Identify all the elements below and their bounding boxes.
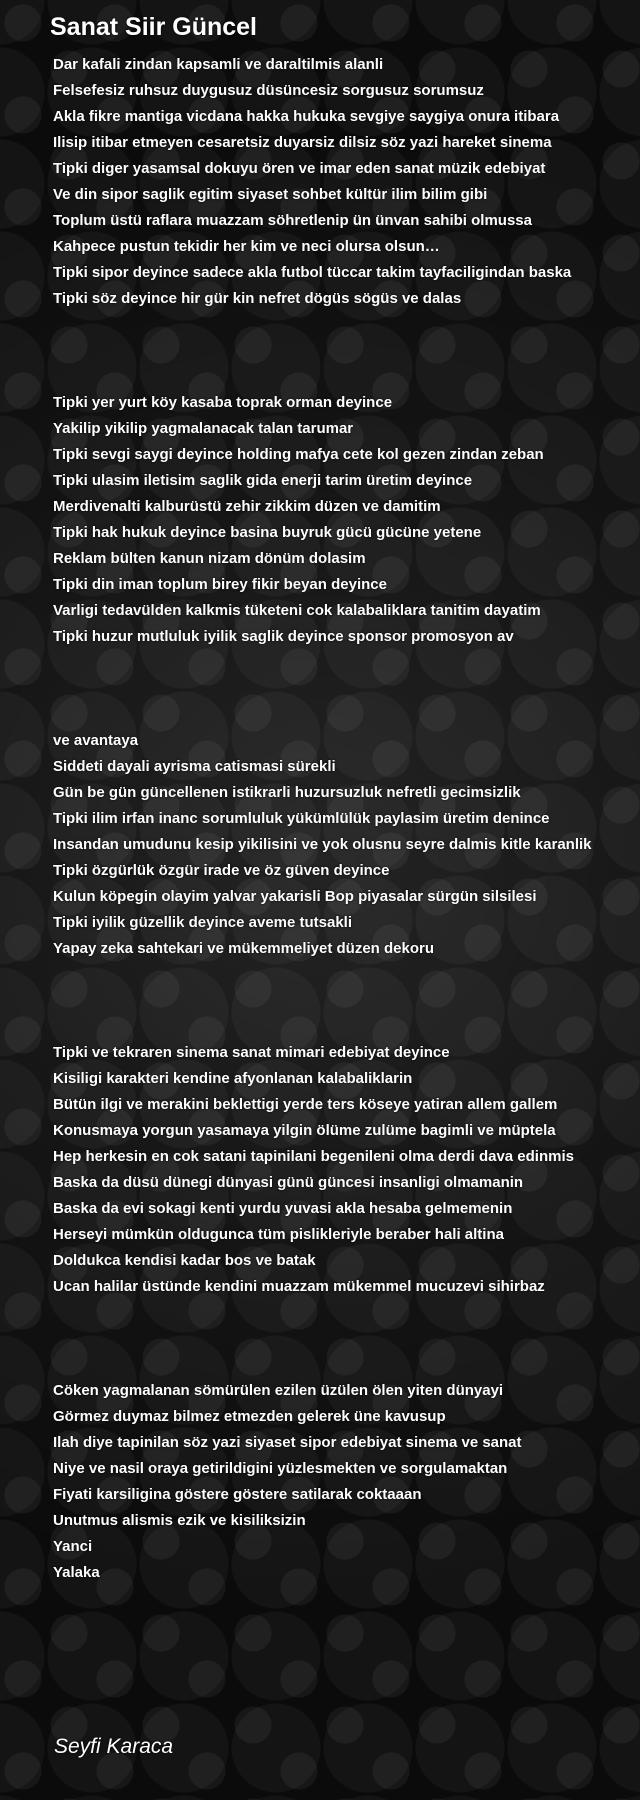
- poem-stanza: [53, 52, 613, 312]
- poem-line: Hep herkesin en cok satani tapinilani begenileni olma derdi dava edinmis: [53, 1148, 574, 1165]
- poem-line: Gün be gün güncellenen istikrarli huzursuzluk nefretli gecimsizlik: [53, 784, 521, 801]
- poem-line: Ve din sipor saglik egitim siyaset sohbet kültür ilim bilim gibi: [53, 186, 488, 203]
- poem-line: Tipki özgürlük özgür irade ve öz güven deyince: [53, 862, 390, 879]
- poem-line: Cöken yagmalanan sömürülen ezilen üzülen ölen yiten dünyayi: [53, 1382, 504, 1399]
- poem-stanza: [53, 728, 613, 962]
- poem-line: Tipki hak hukuk deyince basina buyruk gücü gücüne yetene: [53, 524, 482, 541]
- poem-title: Sanat Siir Güncel: [50, 13, 258, 41]
- poem-line: Fiyati karsiligina göstere göstere satilarak coktaaan: [53, 1486, 422, 1503]
- poem-line: Toplum üstü raflara muazzam söhretlenip ün ünvan sahibi olmussa: [53, 212, 532, 229]
- poem-line: Unutmus alismis ezik ve kisiliksizin: [53, 1512, 306, 1529]
- poem-line: Yakilip yikilip yagmalanacak talan tarumar: [53, 420, 354, 437]
- poem-line: Dar kafali zindan kapsamli ve daraltilmis alanli: [53, 56, 384, 73]
- poem-line: Ucan halilar üstünde kendini muazzam mükemmel mucuzevi sihirbaz: [53, 1278, 545, 1295]
- poem-line: Tipki iyilik güzellik deyince aveme tutsakli: [53, 914, 353, 931]
- poem-line: Tipki din iman toplum birey fikir beyan deyince: [53, 576, 387, 593]
- poem-line: Tipki söz deyince hir gür kin nefret dögüs sögüs ve dalas: [53, 290, 462, 307]
- poem-line: Tipki sipor deyince sadece akla futbol tüccar takim tayfaciligindan baska: [53, 264, 572, 281]
- poem-line: ve avantaya: [53, 732, 139, 749]
- poem-line: Konusmaya yorgun yasamaya yilgin ölüme zulüme bagimli ve müptela: [53, 1122, 556, 1139]
- poem-line: Doldukca kendisi kadar bos ve batak: [53, 1252, 316, 1269]
- poem-line: Tipki diger yasamsal dokuyu ören ve imar eden sanat müzik edebiyat: [53, 160, 546, 177]
- poem-stanza: [53, 390, 613, 650]
- poem-line: Tipki huzur mutluluk iyilik saglik deyince sponsor promosyon av: [53, 628, 514, 645]
- poem-line: Herseyi mümkün oldugunca tüm pislikleriyle beraber hali altina: [53, 1226, 504, 1243]
- poem-line: Reklam bülten kanun nizam dönüm dolasim: [53, 550, 366, 567]
- poem-line: Kisiligi karakteri kendine afyonlanan kalabaliklarin: [53, 1070, 413, 1087]
- poem-line: Tipki ulasim iletisim saglik gida enerji tarim üretim deyince: [53, 472, 473, 489]
- poem-line: Ilisip itibar etmeyen cesaretsiz duyarsiz dilsiz söz yazi hareket sinema: [53, 134, 552, 151]
- poem-line: Baska da düsü dünegi dünyasi günü güncesi insanligi olmamanin: [53, 1174, 524, 1191]
- poem-line: Felsefesiz ruhsuz duygusuz düsüncesiz sorgusuz sorumsuz: [53, 82, 484, 99]
- poem-line: Kulun köpegin olayim yalvar yakarisli Bop piyasalar sürgün silsilesi: [53, 888, 537, 905]
- poem-stanza: [53, 1040, 613, 1300]
- poem-line: Bütün ilgi ve merakini beklettigi yerde ters köseye yatiran allem gallem: [53, 1096, 558, 1113]
- poem-line: Merdivenalti kalburüstü zehir zikkim düzen ve damitim: [53, 498, 441, 515]
- poem-author: Seyfi Karaca: [54, 1735, 174, 1758]
- poem-line: Baska da evi sokagi kenti yurdu yuvasi akla hesaba gelmemenin: [53, 1200, 513, 1217]
- poem-line: Insandan umudunu kesip yikilisini ve yok olusnu seyre dalmis kitle karanlik: [53, 836, 592, 853]
- poem-line: Tipki yer yurt köy kasaba toprak orman deyince: [53, 394, 393, 411]
- poem-stanza: [53, 1378, 613, 1586]
- poem-body: [53, 52, 613, 1664]
- poem-line: Tipki ilim irfan inanc sorumluluk yükümlülük paylasim üretim denince: [53, 810, 550, 827]
- poem-line: Yanci: [53, 1538, 93, 1555]
- poem-line: Görmez duymaz bilmez etmezden gelerek üne kavusup: [53, 1408, 446, 1425]
- poem-line: Yapay zeka sahtekari ve mükemmeliyet düzen dekoru: [53, 940, 435, 957]
- poem-line: Yalaka: [53, 1564, 100, 1581]
- poem-line: Akla fikre mantiga vicdana hakka hukuka sevgiye saygiya onura itibara: [53, 108, 560, 125]
- poem-line: Varligi tedavülden kalkmis tüketeni cok kalabaliklara tanitim dayatim: [53, 602, 541, 619]
- poem-line: Niye ve nasil oraya getirildigini yüzlesmekten ve sorgulamaktan: [53, 1460, 508, 1477]
- poem-line: Kahpece pustun tekidir her kim ve neci olursa olsun…: [53, 238, 440, 255]
- poem-line: Tipki sevgi saygi deyince holding mafya cete kol gezen zindan zeban: [53, 446, 544, 463]
- poem-line: Tipki ve tekraren sinema sanat mimari edebiyat deyince: [53, 1044, 450, 1061]
- poem-line: Siddeti dayali ayrisma catismasi sürekli: [53, 758, 336, 775]
- poem-line: Ilah diye tapinilan söz yazi siyaset sipor edebiyat sinema ve sanat: [53, 1434, 522, 1451]
